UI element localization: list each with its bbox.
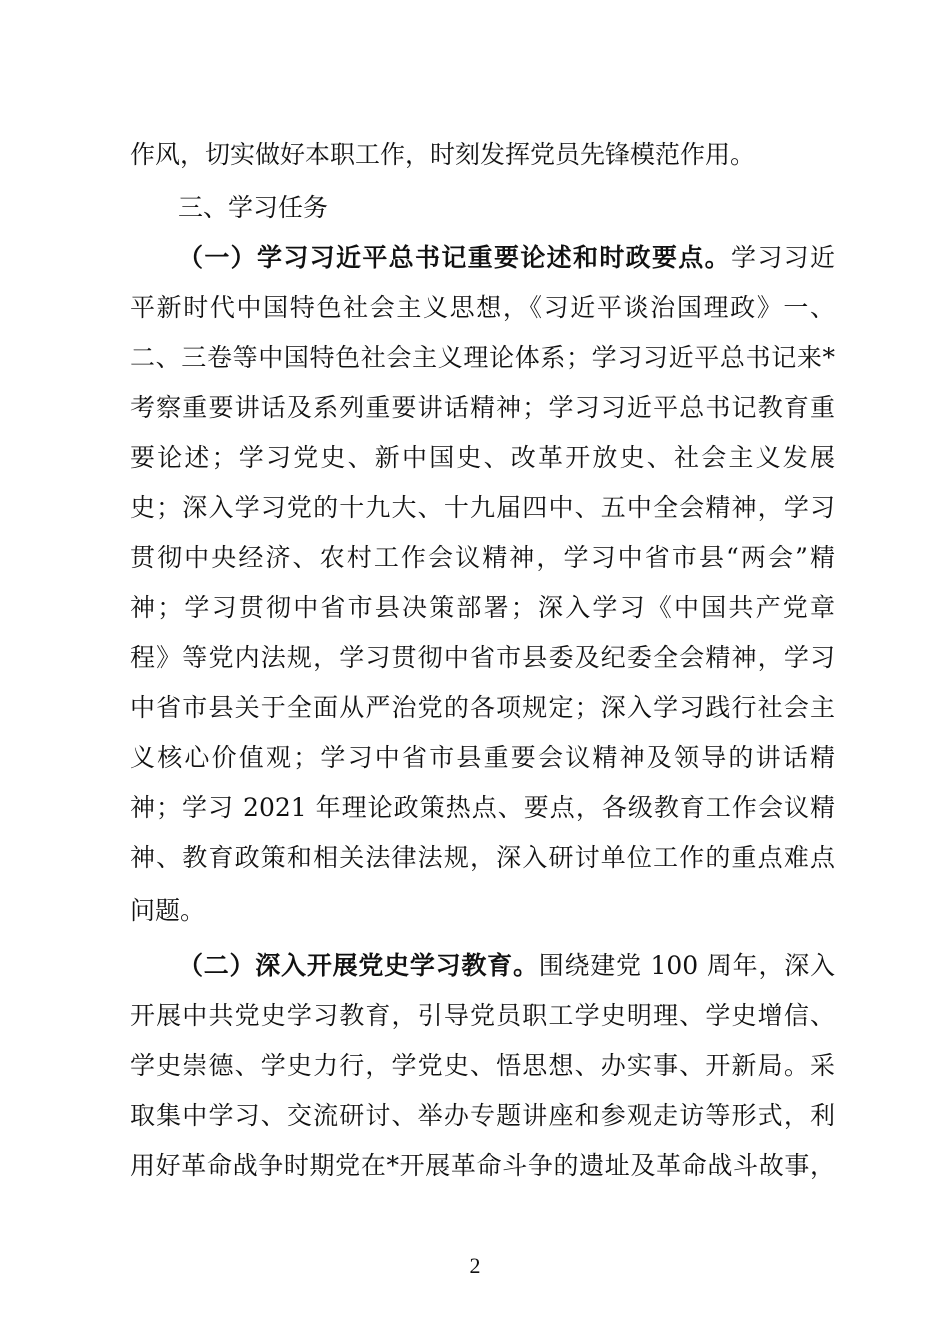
paragraph-line xyxy=(178,240,835,276)
paragraph-line: 贯彻中央经济、农村工作会议精神，学习中省市县“两会”精 xyxy=(130,543,835,572)
paragraph-line: 作风，切实做好本职工作，时刻发挥党员先锋模范作用。 xyxy=(130,140,756,169)
paragraph-text: 学习习近 xyxy=(730,243,835,272)
paragraph-line: 用好革命战争时期党在*开展革命斗争的遗址及革命战斗故事， xyxy=(130,1151,835,1180)
paragraph-line xyxy=(178,948,835,984)
paragraph-line: 平新时代中国特色社会主义思想，《习近平谈治国理政》一、 xyxy=(130,293,835,322)
paragraph-line: 程》等党内法规，学习贯彻中省市县委及纪委全会精神，学习 xyxy=(130,643,835,672)
page-number: 2 xyxy=(469,1253,481,1278)
paragraph-line: 考察重要讲话及系列重要讲话精神；学习习近平总书记教育重 xyxy=(130,393,835,422)
paragraph-line: 中省市县关于全面从严治党的各项规定；深入学习践行社会主 xyxy=(130,693,835,722)
paragraph-line: 问题。 xyxy=(130,896,206,925)
subheading: （一）学习习近平总书记重要论述和时政要点。 xyxy=(178,243,731,272)
paragraph-line: 要论述；学习党史、新中国史、改革开放史、社会主义发展 xyxy=(130,443,835,472)
section-heading: 三、学习任务 xyxy=(178,193,329,222)
subheading: （二）深入开展党史学习教育。 xyxy=(178,951,539,980)
paragraph-line: 二、三卷等中国特色社会主义理论体系；学习习近平总书记来* xyxy=(130,343,835,372)
paragraph-line: 取集中学习、交流研讨、举办专题讲座和参观走访等形式，利 xyxy=(130,1101,835,1130)
paragraph-line: 义核心价值观；学习中省市县重要会议精神及领导的讲话精 xyxy=(130,743,835,772)
paragraph-line: 开展中共党史学习教育，引导党员职工学史明理、学史增信、 xyxy=(130,1001,835,1030)
paragraph-line: 神、教育政策和相关法律法规，深入研讨单位工作的重点难点 xyxy=(130,843,835,872)
paragraph-text: 围绕建党 100 周年，深入 xyxy=(538,951,835,980)
paragraph-line: 神；学习 2021 年理论政策热点、要点，各级教育工作会议精 xyxy=(130,793,835,822)
paragraph-line: 学史崇德、学史力行，学党史、悟思想、办实事、开新局。采 xyxy=(130,1051,835,1080)
paragraph-line: 神；学习贯彻中省市县决策部署；深入学习《中国共产党章 xyxy=(130,593,835,622)
paragraph-line: 史；深入学习党的十九大、十九届四中、五中全会精神，学习 xyxy=(130,493,835,522)
